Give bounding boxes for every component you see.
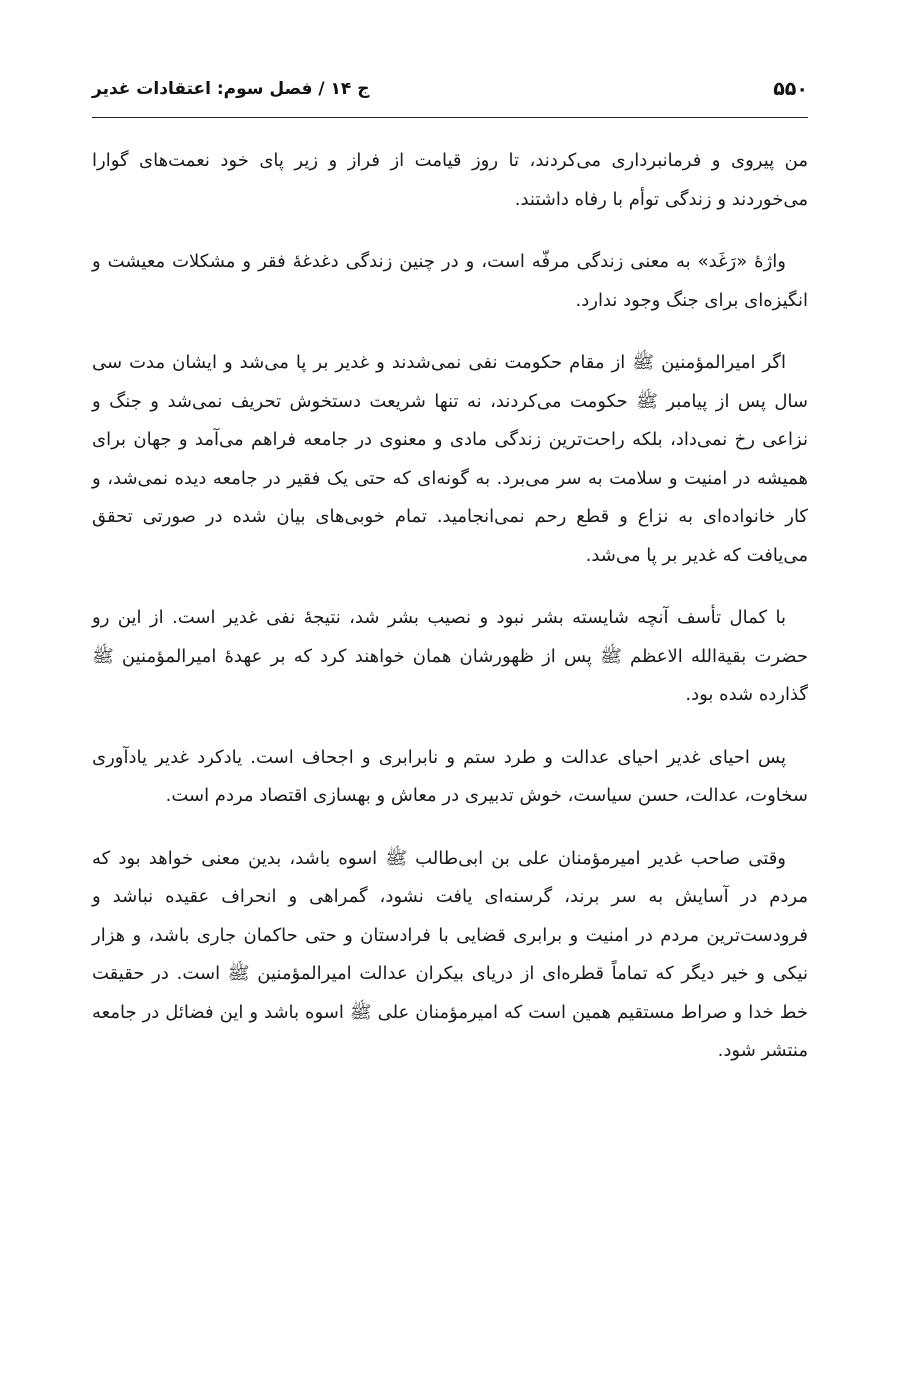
- paragraph-3: اگر امیرالمؤمنین ﷺ از مقام حکومت نفی نمی‌شدند و غدیر بر پا می‌شد و ایشان مدت سی سال پس از پیامبر ﷺ حکومت می‌کردند، نه تنها شریعت دستخوش تحریف نمی‌شد و جنگ و نزاعی رخ نمی‌داد، بلکه راحت‌ترین زندگی مادی و معنوی در جامعه فراهم می‌آمد و جهان برای همیشه در امنیت و سلامت به سر می‌برد. به گونه‌ای که حتی یک فقیر در جامعه دیده نمی‌شد، و کار خانواده‌ای به نزاع و قطع رحم نمی‌انجامید. تمام خوبی‌های بیان شده در صورتی تحقق می‌یافت که غدیر بر پا می‌شد.: [92, 352, 808, 566]
- paragraph-4: با کمال تأسف آنچه شایسته بشر نبود و نصیب بشر شد، نتیجهٔ نفی غدیر است. از این رو حضرت بقیةالله الاعظم ﷺ پس از ظهورشان همان خواهند کرد که بر عهدهٔ امیرالمؤمنین ﷺ گذارده شده بود.: [92, 607, 808, 705]
- running-title: ج ۱۴ / فصل سوم: اعتقادات غدیر: [92, 79, 370, 99]
- book-page: [92, 0, 808, 1390]
- page-number: ۵۵۰: [773, 78, 808, 100]
- page-header: [92, 72, 808, 106]
- paragraph-6: وقتی صاحب غدیر امیرمؤمنان علی بن ابی‌طالب ﷺ اسوه باشد، بدین معنی خواهد بود که مردم در آسایش به سر برند، گرسنه‌ای یافت نشود، گمراهی و انحراف عقیده نباشد و فرودست‌ترین مردم در امنیت و برابری قضایی با فرادستان و حتی حاکمان جاری باشد، و هزار نیکی و خیر دیگر که تماماً قطره‌ای از دریای بیکران عدالت امیرالمؤمنین ﷺ است. در حقیقت خط خدا و صراط مستقیم همین است که امیرمؤمنان علی ﷺ اسوه باشد و این فضائل در جامعه منتشر شود.: [92, 847, 808, 1061]
- paragraph-1: من پیروی و فرمانبرداری می‌کردند، تا روز قیامت از فراز و زیر پای خود نعمت‌های گوارا می‌خوردند و زندگی توأم با رفاه داشتند.: [92, 150, 808, 210]
- header-divider: [92, 117, 808, 118]
- paragraph-2: واژهٔ «رَغَد» به معنی زندگی مرفّه است، و در چنین زندگی دغدغهٔ فقر و مشکلات معیشت و انگیزه‌ای برای جنگ وجود ندارد.: [92, 251, 808, 311]
- paragraph-5: پس احیای غدیر احیای عدالت و طرد ستم و نابرابری و اجحاف است. یادکرد غدیر یادآوری سخاوت، عدالت، حسن سیاست، خوش تدبیری در معاش و بهسازی اقتصاد مردم است.: [92, 746, 808, 806]
- body-text: [92, 142, 808, 1095]
